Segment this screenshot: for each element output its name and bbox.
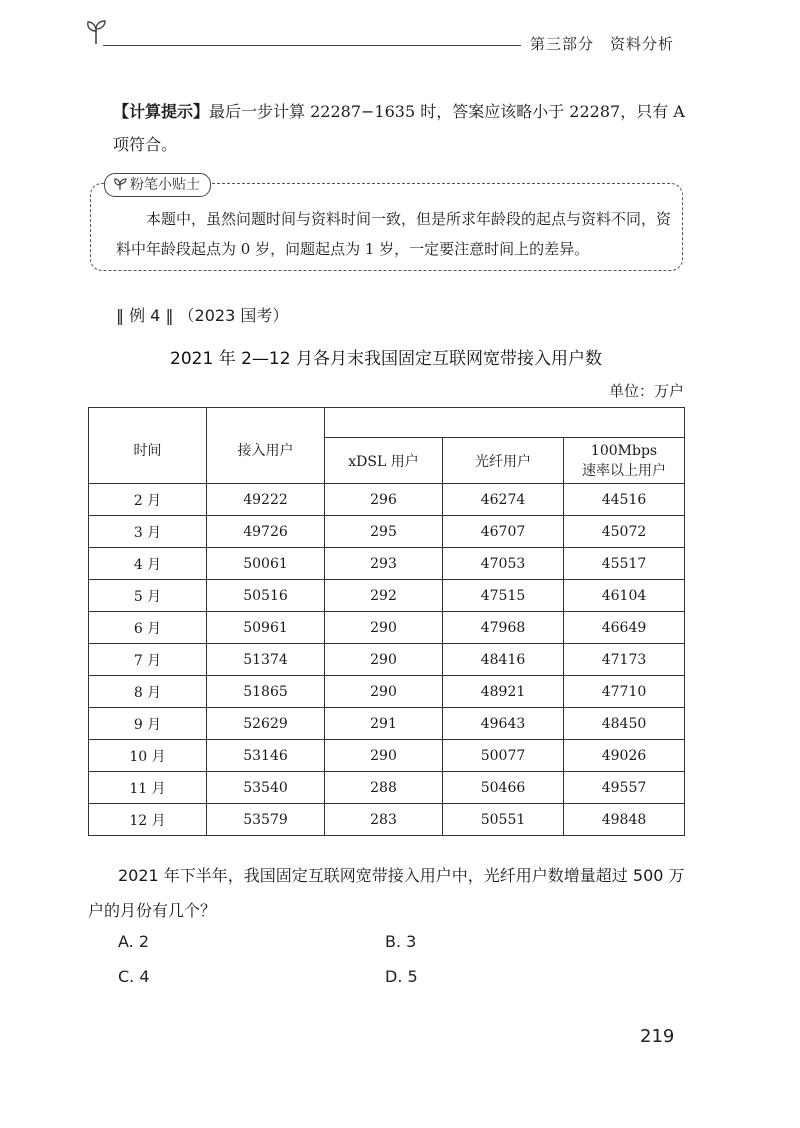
- cell-month: 7 月: [89, 644, 207, 676]
- cell-xdsl: 291: [325, 708, 443, 740]
- cell-speed: 45517: [564, 548, 685, 580]
- page-number: 219: [640, 1026, 675, 1047]
- table-row: [89, 484, 685, 516]
- cell-xdsl: 288: [325, 772, 443, 804]
- table-row: [89, 580, 685, 612]
- cell-access: 53540: [207, 772, 325, 804]
- table-row: [89, 516, 685, 548]
- cell-access: 50516: [207, 580, 325, 612]
- table-unit: 单位：万户: [608, 382, 684, 400]
- cell-month: 10 月: [89, 740, 207, 772]
- option-c[interactable]: C. 4: [118, 967, 150, 986]
- leaf-icon: [113, 177, 127, 191]
- table-body: [89, 484, 685, 836]
- header-speed-line1: 100Mbps: [590, 442, 658, 459]
- header-access: 接入用户: [207, 408, 325, 484]
- cell-speed: 49848: [564, 804, 685, 836]
- cell-access: 53146: [207, 740, 325, 772]
- cell-speed: 48450: [564, 708, 685, 740]
- table-row: [89, 772, 685, 804]
- cell-fiber: 47968: [443, 612, 564, 644]
- cell-speed: 49557: [564, 772, 685, 804]
- cell-access: 53579: [207, 804, 325, 836]
- cell-access: 52629: [207, 708, 325, 740]
- header-speed-line2: 速率以上用户: [582, 462, 666, 479]
- table-row: [89, 708, 685, 740]
- hint-text: 最后一步计算 22287−1635 时，答案应该略小于 22287，只有 A 项符合。: [113, 102, 685, 154]
- cell-fiber: 47053: [443, 548, 564, 580]
- cell-speed: 47173: [564, 644, 685, 676]
- cell-month: 6 月: [89, 612, 207, 644]
- cell-speed: 46649: [564, 612, 685, 644]
- cell-month: 12 月: [89, 804, 207, 836]
- header-rule: [103, 45, 521, 46]
- table-title: 2021 年 2—12 月各月末我国固定互联网宽带接入用户数: [170, 349, 602, 369]
- cell-month: 5 月: [89, 580, 207, 612]
- table-row: [89, 548, 685, 580]
- table-row: [89, 676, 685, 708]
- table-row: [89, 740, 685, 772]
- cell-xdsl: 292: [325, 580, 443, 612]
- cell-access: 49222: [207, 484, 325, 516]
- table-row: [89, 804, 685, 836]
- cell-access: 51865: [207, 676, 325, 708]
- question-text: 2021 年下半年，我国固定互联网宽带接入用户中，光纤用户数增量超过 500 万户的月份有几个？: [88, 866, 685, 920]
- cell-fiber: 50077: [443, 740, 564, 772]
- cell-access: 49726: [207, 516, 325, 548]
- cell-month: 11 月: [89, 772, 207, 804]
- cell-xdsl: 290: [325, 644, 443, 676]
- table-row: [89, 612, 685, 644]
- cell-access: 50961: [207, 612, 325, 644]
- cell-xdsl: 283: [325, 804, 443, 836]
- cell-fiber: 50551: [443, 804, 564, 836]
- cell-xdsl: 290: [325, 740, 443, 772]
- sprout-icon: [84, 16, 108, 46]
- section-header: 第三部分 资料分析: [530, 35, 675, 53]
- cell-fiber: 49643: [443, 708, 564, 740]
- cell-month: 2 月: [89, 484, 207, 516]
- cell-fiber: 46274: [443, 484, 564, 516]
- cell-xdsl: 290: [325, 676, 443, 708]
- header-speed: [564, 438, 685, 484]
- header-time: 时间: [89, 408, 207, 484]
- hint-tag: 【计算提示】: [113, 102, 210, 121]
- option-a[interactable]: A. 2: [118, 932, 150, 951]
- cell-speed: 49026: [564, 740, 685, 772]
- header-xdsl: xDSL 用户: [325, 438, 443, 484]
- tips-text: 本题中，虽然问题时间与资料时间一致，但是所求年龄段的起点与资料不同，资料中年龄段起点为 0 岁，问题起点为 1 岁，一定要注意时间上的差异。: [116, 210, 672, 258]
- cell-xdsl: 293: [325, 548, 443, 580]
- option-b[interactable]: B. 3: [385, 932, 417, 951]
- cell-month: 8 月: [89, 676, 207, 708]
- table-row: [89, 644, 685, 676]
- tips-label: [104, 173, 211, 197]
- cell-access: 51374: [207, 644, 325, 676]
- cell-xdsl: 290: [325, 612, 443, 644]
- cell-month: 9 月: [89, 708, 207, 740]
- calculation-hint: [113, 95, 686, 161]
- header-blank: [325, 408, 685, 438]
- cell-speed: 46104: [564, 580, 685, 612]
- cell-fiber: 46707: [443, 516, 564, 548]
- cell-speed: 45072: [564, 516, 685, 548]
- cell-xdsl: 295: [325, 516, 443, 548]
- data-table: [88, 407, 685, 836]
- cell-xdsl: 296: [325, 484, 443, 516]
- cell-fiber: 47515: [443, 580, 564, 612]
- option-d[interactable]: D. 5: [385, 967, 418, 986]
- cell-fiber: 48416: [443, 644, 564, 676]
- cell-fiber: 50466: [443, 772, 564, 804]
- cell-month: 4 月: [89, 548, 207, 580]
- tips-label-text: 粉笔小贴士: [130, 177, 200, 193]
- cell-speed: 44516: [564, 484, 685, 516]
- header-fiber: 光纤用户: [443, 438, 564, 484]
- cell-speed: 47710: [564, 676, 685, 708]
- example-label: ‖ 例 4 ‖ （2023 国考）: [116, 306, 289, 325]
- cell-access: 50061: [207, 548, 325, 580]
- cell-fiber: 48921: [443, 676, 564, 708]
- cell-month: 3 月: [89, 516, 207, 548]
